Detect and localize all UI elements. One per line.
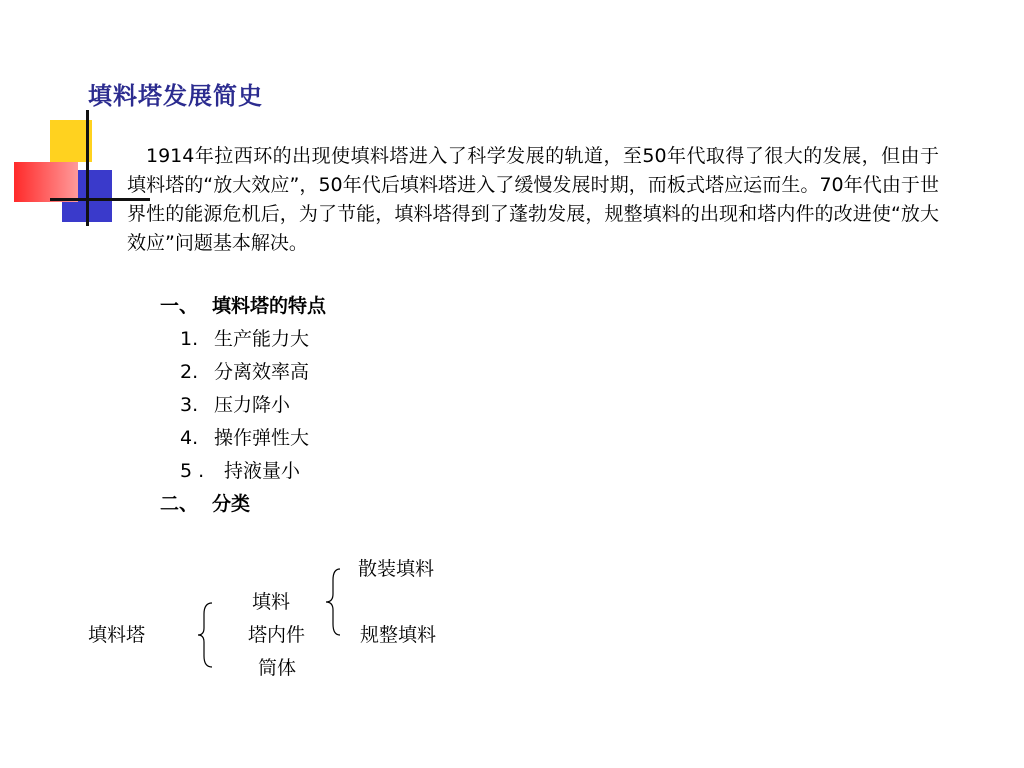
tree-child-packing: 填料 (252, 591, 291, 613)
list-item-label: 操作弹性大 (214, 427, 310, 449)
list-item-label: 压力降小 (214, 394, 291, 416)
section-label: 填料塔的特点 (212, 295, 327, 317)
list-item-number: 5 . (180, 460, 205, 482)
list-item-label: 持液量小 (224, 460, 301, 482)
list-item (180, 456, 300, 483)
brace-left (196, 602, 216, 668)
brace-packing (324, 568, 344, 636)
section-number: 一、 (160, 295, 199, 317)
list-item (180, 324, 309, 351)
tree-root-label: 填料塔 (88, 624, 146, 646)
section-number: 二、 (160, 493, 199, 515)
list-item-label: 生产能力大 (214, 328, 310, 350)
list-item-number: 4. (180, 427, 199, 449)
intro-paragraph (127, 142, 939, 258)
list-item (180, 423, 309, 450)
list-item-number: 1. (180, 328, 199, 350)
list-item-number: 3. (180, 394, 199, 416)
list-item (180, 390, 290, 417)
tree-child-internals: 塔内件 (248, 624, 306, 646)
list-item-number: 2. (180, 361, 199, 383)
deco-red-square (14, 162, 78, 202)
list-item-label: 分离效率高 (214, 361, 310, 383)
intro-text: 1914年拉西环的出现使填料塔进入了科学发展的轨道，至50年代取得了很大的发展，但由于填料塔的“放大效应”，50年代后填料塔进入了缓慢发展时期，而板式塔应运而生。70年代由于世界性的能源危机后，为了节能，填料塔得到了蓬勃发展，规整填料的出现和塔内件的改进使“放大效应”问题基本解决。 (127, 145, 939, 254)
tree-child-shell: 筒体 (258, 657, 297, 679)
packing-type-structured: 规整填料 (360, 624, 437, 646)
packing-type-random: 散装填料 (358, 558, 435, 580)
section-heading-features (160, 291, 326, 318)
deco-vertical-line (86, 110, 89, 226)
page-title: 填料塔发展简史 (88, 82, 263, 110)
section-heading-classification (160, 489, 250, 516)
list-item (180, 357, 309, 384)
section-label: 分类 (212, 493, 251, 515)
